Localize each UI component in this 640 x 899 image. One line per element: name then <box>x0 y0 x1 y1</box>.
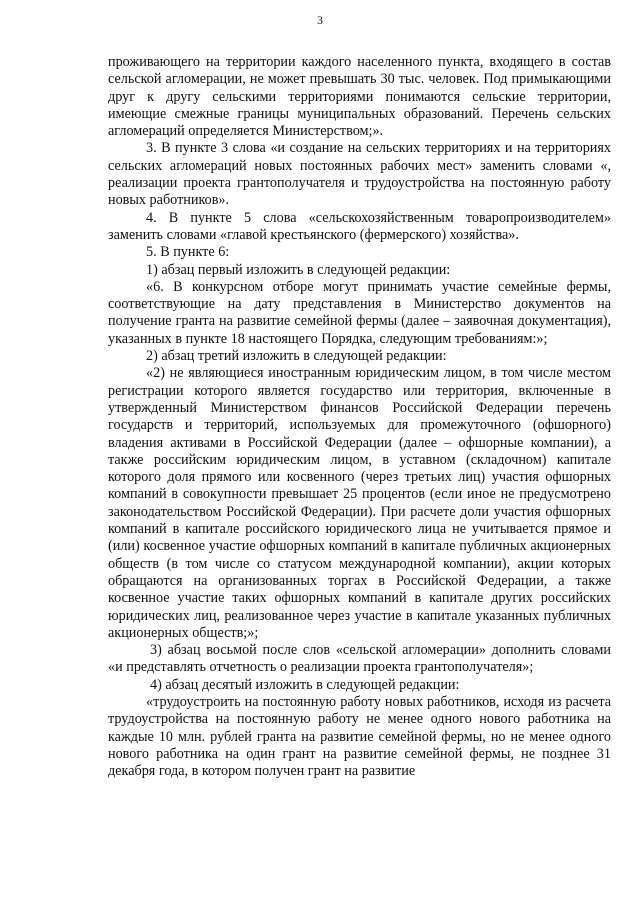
page-number: 3 <box>317 13 323 27</box>
paragraph-item-3: 3. В пункте 3 слова «и создание на сельских территориях и на территориях сельских агломераций новых постоянных рабочих мест» заменить словами «, реализации проекта грантополучателя и трудоустройства на постоянную работу новых работников». <box>108 140 611 209</box>
paragraph-quote-employment: «трудоустроить на постоянную работу новых работников, исходя из расчета трудоустройства на постоянную работу не менее одного нового работника на каждые 10 млн. рублей гранта на развитие семейной фермы, но не менее одного нового работника на один грант на развитие семейной фермы, не позднее 31 декабря года, в котором получен грант на развитие <box>108 693 611 780</box>
paragraph-item-5: 5. В пункте 6: <box>146 244 230 261</box>
paragraph-subitem-4: 4) абзац десятый изложить в следующей редакции: <box>150 676 460 693</box>
document-body <box>108 54 611 780</box>
paragraph-item-4: 4. В пункте 5 слова «сельскохозяйственным товаропроизводителем» заменить словами «главой крестьянского (фермерского) хозяйства». <box>108 209 611 243</box>
paragraph-agglomeration-end: проживающего на территории каждого населенного пункта, входящего в состав сельской агломерации, не может превышать 30 тыс. человек. Под примыкающими друг к другу сельскими территориями понимаются сельские территории, имеющие смежные границы муниципальных образований. Перечень сельских агломераций определяется Министерством;». <box>108 54 611 140</box>
paragraph-quote-6: «6. В конкурсном отборе могут принимать участие семейные фермы, соответствующие на дату представления в Министерство документов на получение гранта на развитие семейной фермы (далее – заявочная документация), указанных в пункте 18 настоящего Порядка, следующим требованиям:»; <box>108 278 611 347</box>
paragraph-subitem-3: 3) абзац восьмой после слов «сельской агломерации» дополнить словами «и представлять отчетность о реализации проекта грантополучателя»; <box>108 642 611 676</box>
paragraph-subitem-2: 2) абзац третий изложить в следующей редакции: <box>146 348 447 365</box>
paragraph-subitem-1: 1) абзац первый изложить в следующей редакции: <box>146 261 451 278</box>
paragraph-quote-2-offshore: «2) не являющиеся иностранным юридическим лицом, в том числе местом регистрации которого является государство или территория, включенные в утвержденный Министерством финансов Российской Федерации перечень государств и территорий, используемых для промежуточного (офшорного) владения активами в Российской Федерации (далее – офшорные компании), а также российским юридическим лицом, в уставном (складочном) капитале которого доля прямого или косвенного (через третьих лиц) участия офшорных компаний в совокупности превышает 25 процентов (если иное не предусмотрено законодательством Российской Федерации). При расчете доли участия офшорных компаний в капитале российского юридического лица не учитывается прямое и (или) косвенное участие офшорных компаний в капитале публичных акционерных обществ (в том числе со статусом международной компании), акции которых обращаются на организованных торгах в Российской Федерации, а также косвенное участие таких офшорных компаний в капитале других российских юридических лиц, реализованное через участие в капитале указанных публичных акционерных обществ;»; <box>108 365 611 641</box>
